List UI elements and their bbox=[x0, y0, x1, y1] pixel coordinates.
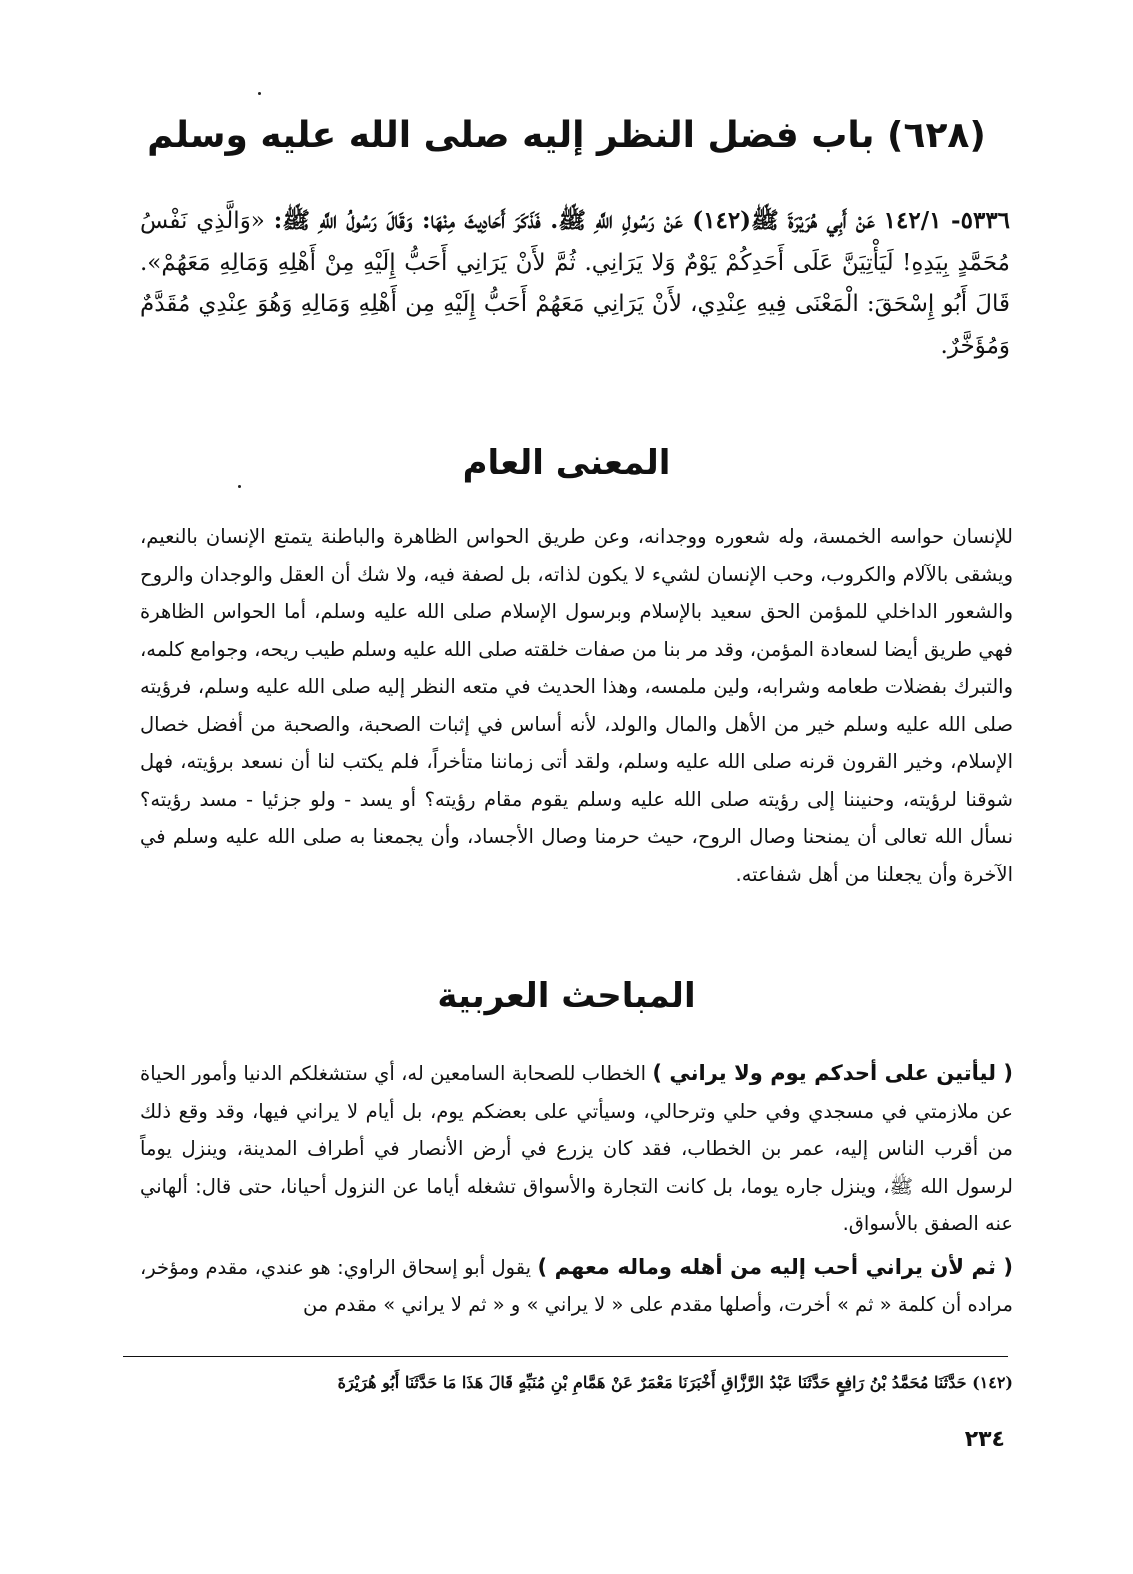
discussion-entry bbox=[140, 1249, 1013, 1324]
hadith-number: ٥٣٣٦- ١٤٢/١ bbox=[883, 207, 1011, 234]
hadith-text: «وَالَّذِي نَفْسُ مُحَمَّدٍ بِيَدِهِ! لَيَأْتِيَنَّ عَلَى أَحَدِكُمْ يَوْمٌ وَلا يَرَانِي. ثُمَّ لأَنْ يَرَانِي أَحَبُّ إِلَيْهِ مِنْ أَهْلِهِ وَمَالِهِ مَعَهُمْ». قَالَ أَبُو إِسْحَقَ: الْمَعْنَى فِيهِ عِنْدِي، لأَنْ يَرَانِي مَعَهُمْ أَحَبُّ إِلَيْهِ مِن أَهْلِهِ وَمَالِهِ وَهُوَ عِنْدِي مُقَدَّمٌ وَمُؤَخَّرٌ. bbox=[140, 208, 1010, 359]
hadith-chain: عَنْ أَبِي هُرَيْرَةَ ﷺ(١٤٢) عَنْ رَسُولِ اللَّهِ ﷺ. فَذَكَرَ أَحَادِيثَ مِنْهَا: وَقَالَ رَسُولُ اللَّهِ ﷺ: bbox=[273, 207, 875, 234]
discussion-entry bbox=[140, 1055, 1013, 1243]
footnote: (١٤٢) حَدَّثَنَا مُحَمَّدُ بْنُ رَافِعٍ حَدَّثَنَا عَبْدُ الرَّزَّاقِ أَخْبَرَنَا مَعْمَرٌ عَنْ هَمَّامِ بْنِ مُنَبِّهٍ قَالَ هَذَا مَا حَدَّثَنَا أَبُو هُرَيْرَةَ bbox=[337, 1373, 1013, 1392]
general-meaning-paragraph: للإنسان حواسه الخمسة، وله شعوره ووجدانه، وعن طريق الحواس الظاهرة والباطنة يتمتع الإنسان بالنعيم، ويشقى بالآلام والكروب، وحب الإنسان لشيء لا يكون لذاته، بل لصفة فيه، ولا شك أن العقل والوجدان والروح والشعور الداخلي للمؤمن الحق سعيد بالإسلام وبرسول الإسلام صلى الله عليه وسلم، أما الحواس الظاهرة فهي طريق أيضا لسعادة المؤمن، وقد مر بنا من صفات خلقته صلى الله عليه وسلم طيب ريحه، وجوامع كلمه، والتبرك بفضلات طعامه وشرابه، ولين ملمسه، وهذا الحديث في متعه النظر إليه صلى الله عليه وسلم، فرؤيته صلى الله عليه وسلم خير من الأهل والمال والولد، لأنه أساس في إثبات الصحبة، والصحبة من أفضل خصال الإسلام، وخير القرون قرنه صلى الله عليه وسلم، ولقد أتى زماننا متأخراً، فلم يكتب لنا أن نسعد برؤيته، فهل شوقنا لرؤيته، وحنيننا إلى رؤيته صلى الله عليه وسلم يقوم مقام رؤيته؟ أو يسد - ولو جزئيا - مسد رؤيته؟ نسأل الله تعالى أن يمنحنا وصال الروح، حيث حرمنا وصال الأجساد، وأن يجمعنا به صلى الله عليه وسلم في الآخرة وأن يجعلنا من أهل شفاعته. bbox=[140, 525, 1013, 886]
section-heading-arabic-discussions: المباحث العربية bbox=[437, 976, 696, 1016]
page-number: ٢٣٤ bbox=[964, 1427, 1005, 1452]
arabic-discussions-text bbox=[140, 1055, 1013, 1324]
discussion-explanation: يقول أبو إسحاق الراوي: هو عندي، مقدم ومؤخر، مراده أن كلمة « ثم » أخرت، وأصلها مقدم على « لا يراني » و « ثم لا يراني » مقدم من bbox=[140, 1255, 1013, 1316]
hadith-block bbox=[140, 200, 1010, 367]
footnote-divider bbox=[123, 1356, 1008, 1357]
section-heading-general-meaning: المعنى العام bbox=[462, 443, 671, 483]
chapter-title: (٦٢٨) باب فضل النظر إليه صلى الله عليه وسلم bbox=[147, 115, 986, 156]
discussion-explanation: الخطاب للصحابة السامعين له، أي ستشغلكم الدنيا وأمور الحياة عن ملازمتي في مسجدي وفي حلي وترحالي، وسيأتي على بعضكم يوم، بل أيام لا يراني فيها، وقد وقع ذلك من أقرب الناس إليه، عمر بن الخطاب، فقد كان يزرع في أرض الأنصار في أطراف المدينة، وينزل يوماً لرسول الله ﷺ، وينزل جاره يوما، بل كانت التجارة والأسواق تشغله أياما عن النزول أحيانا، حتى قال: ألهاني عنه الصفق بالأسواق. bbox=[140, 1062, 1013, 1235]
general-meaning-text bbox=[140, 518, 1013, 893]
scan-speck bbox=[258, 92, 261, 95]
discussion-lemma: ( ثم لأن يراني أحب إليه من أهله وماله معهم ) bbox=[537, 1254, 1013, 1279]
discussion-lemma: ( ليأتين على أحدكم يوم ولا يراني ) bbox=[652, 1061, 1013, 1085]
